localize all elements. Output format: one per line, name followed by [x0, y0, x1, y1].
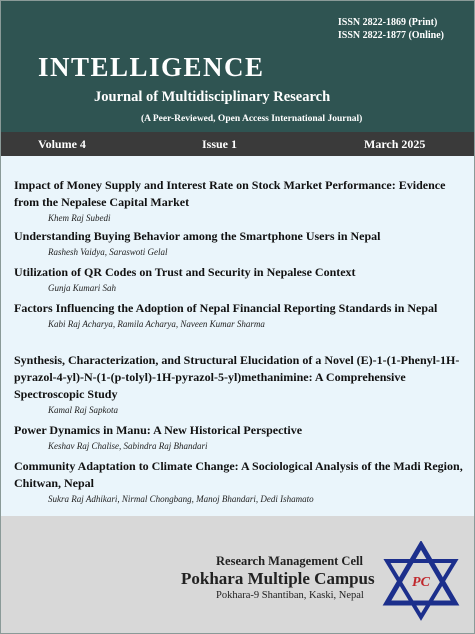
issn-block: [338, 16, 444, 42]
article-item: [14, 422, 469, 453]
campus-name: Pokhara Multiple Campus: [181, 569, 375, 588]
article-title: Utilization of QR Codes on Trust and Security in Nepalese Context: [14, 265, 356, 279]
article-item: [14, 300, 469, 331]
table-of-contents: [1, 156, 474, 516]
article-title: Factors Influencing the Adoption of Nepal Financial Reporting Standards in Nepal: [14, 301, 438, 315]
article-item: [14, 177, 469, 225]
article-title: Impact of Money Supply and Interest Rate on Stock Market Performance: Evidence from the Nepalese Capital Market: [14, 178, 446, 209]
article-title: Power Dynamics in Manu: A New Historical Perspective: [14, 423, 303, 437]
research-cell-label: Research Management Cell: [216, 554, 363, 568]
article-title: Synthesis, Characterization, and Structural Elucidation of a Novel (E)-1-(1-Phenyl-1H-pyrazol-4-yl)-N-(1-(p-tolyl)-1H-pyrazol-5-yl)methanimine: A Comprehensive Spectroscopic Study: [14, 353, 460, 401]
article-item: [14, 228, 469, 259]
journal-subtitle: Journal of Multidisciplinary Research: [94, 89, 331, 105]
campus-address: Pokhara-9 Shantiban, Kaski, Nepal: [216, 590, 364, 601]
article-item: [14, 352, 469, 417]
article-authors: Sukra Raj Adhikari, Nirmal Chongbang, Manoj Bhandari, Dedi Ishamato: [48, 494, 314, 504]
campus-logo: [381, 541, 461, 621]
journal-tagline: (A Peer-Reviewed, Open Access International Journal): [141, 114, 363, 124]
issue-bar: [1, 132, 474, 156]
volume-label: Volume 4: [38, 137, 86, 151]
issn-online: ISSN 2822-1877 (Online): [337, 30, 444, 41]
article-item: [14, 458, 469, 506]
article-authors: Keshav Raj Chalise, Sabindra Raj Bhandari: [48, 441, 208, 451]
article-authors: Kamal Raj Sapkota: [48, 405, 118, 415]
cover-header: [1, 1, 474, 132]
article-authors: Gunja Kumari Sah: [48, 283, 117, 293]
article-authors: Khem Raj Subedi: [48, 213, 111, 223]
article-title: Community Adaptation to Climate Change: A Sociological Analysis of the Madi Region, Chitwan, Nepal: [14, 459, 463, 490]
issn-print: ISSN 2822-1869 (Print): [337, 17, 438, 28]
journal-title: INTELLIGENCE: [38, 52, 265, 82]
issue-date: March 2025: [364, 137, 426, 151]
article-item: [14, 264, 469, 295]
logo-initials: PC: [412, 575, 430, 590]
article-title: Understanding Buying Behavior among the Smartphone Users in Nepal: [14, 229, 381, 243]
issue-label: Issue 1: [202, 137, 238, 151]
article-authors: Rashesh Vaidya, Saraswoti Gelal: [48, 247, 168, 257]
article-authors: Kabi Raj Acharya, Ramila Acharya, Naveen Kumar Sharma: [48, 319, 265, 329]
